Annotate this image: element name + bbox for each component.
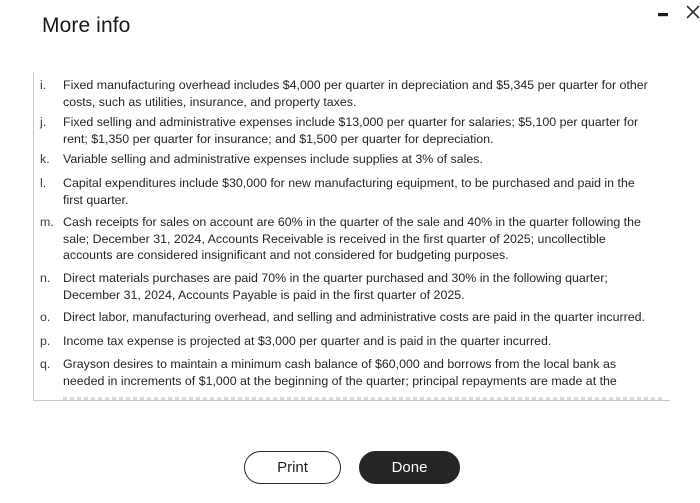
- list-marker: j.: [40, 115, 47, 130]
- list-item: [34, 114, 670, 147]
- list-item-text: Direct labor, manufacturing overhead, and selling and administrative costs are paid in the quarter incurred.: [63, 310, 645, 325]
- list-item: [34, 175, 670, 208]
- clipped-text-fragment: [63, 397, 663, 400]
- list-marker: n.: [40, 270, 51, 285]
- list-marker: l.: [40, 175, 47, 190]
- list-item-text: Capital expenditures include $30,000 for new manufacturing equipment, to be purchased and paid in the first quarter.: [63, 175, 635, 207]
- list-item-text: Direct materials purchases are paid 70% in the quarter purchased and 30% in the following quarter; December 31, 2024, Accounts Payable is paid in the first quarter of 2025.: [63, 270, 608, 302]
- list-item-text: Variable selling and administrative expenses include supplies at 3% of sales.: [63, 152, 483, 167]
- minimize-icon[interactable]: [656, 6, 670, 24]
- list-item-text: Fixed manufacturing overhead includes $4,000 per quarter in depreciation and $5,345 per quarter for other costs, such as utilities, insurance, and property taxes.: [63, 78, 648, 109]
- print-button[interactable]: Print: [244, 451, 341, 484]
- close-icon[interactable]: [685, 4, 700, 20]
- list-marker: k.: [40, 152, 50, 167]
- done-button[interactable]: Done: [359, 451, 460, 484]
- list-marker: q.: [40, 357, 51, 372]
- info-list: [34, 75, 670, 394]
- list-item: [34, 333, 670, 350]
- list-item: [34, 309, 670, 326]
- list-item: [34, 270, 670, 303]
- list-item: [34, 77, 670, 110]
- dialog-title: More info: [42, 14, 131, 37]
- list-item-text: Income tax expense is projected at $3,000 per quarter and is paid in the quarter incurred.: [63, 333, 552, 348]
- list-item-text: Fixed selling and administrative expenses include $13,000 per quarter for salaries; $5,100 per quarter for rent; $1,350 per quarter for insurance; and $1,500 per quarter for depreciation.: [63, 115, 639, 146]
- info-scroll-panel[interactable]: [33, 72, 670, 401]
- list-item: [34, 151, 670, 168]
- list-marker: o.: [40, 310, 51, 325]
- list-marker: p.: [40, 333, 51, 348]
- list-item-text: Cash receipts for sales on account are 60% in the quarter of the sale and 40% in the quarter following the sale; December 31, 2024, Accounts Receivable is received in the first quarter of 2025; uncollectible accounts are considered insignificant and not considered for budgeting purposes.: [63, 215, 641, 263]
- list-item: [34, 214, 670, 264]
- list-item-text: Grayson desires to maintain a minimum cash balance of $60,000 and borrows from the local bank as needed in increments of $1,000 at the beginning of the quarter; principal repayments are made at the: [63, 357, 617, 388]
- list-item: [34, 356, 670, 389]
- list-marker: i.: [40, 78, 47, 92]
- list-marker: m.: [40, 215, 54, 230]
